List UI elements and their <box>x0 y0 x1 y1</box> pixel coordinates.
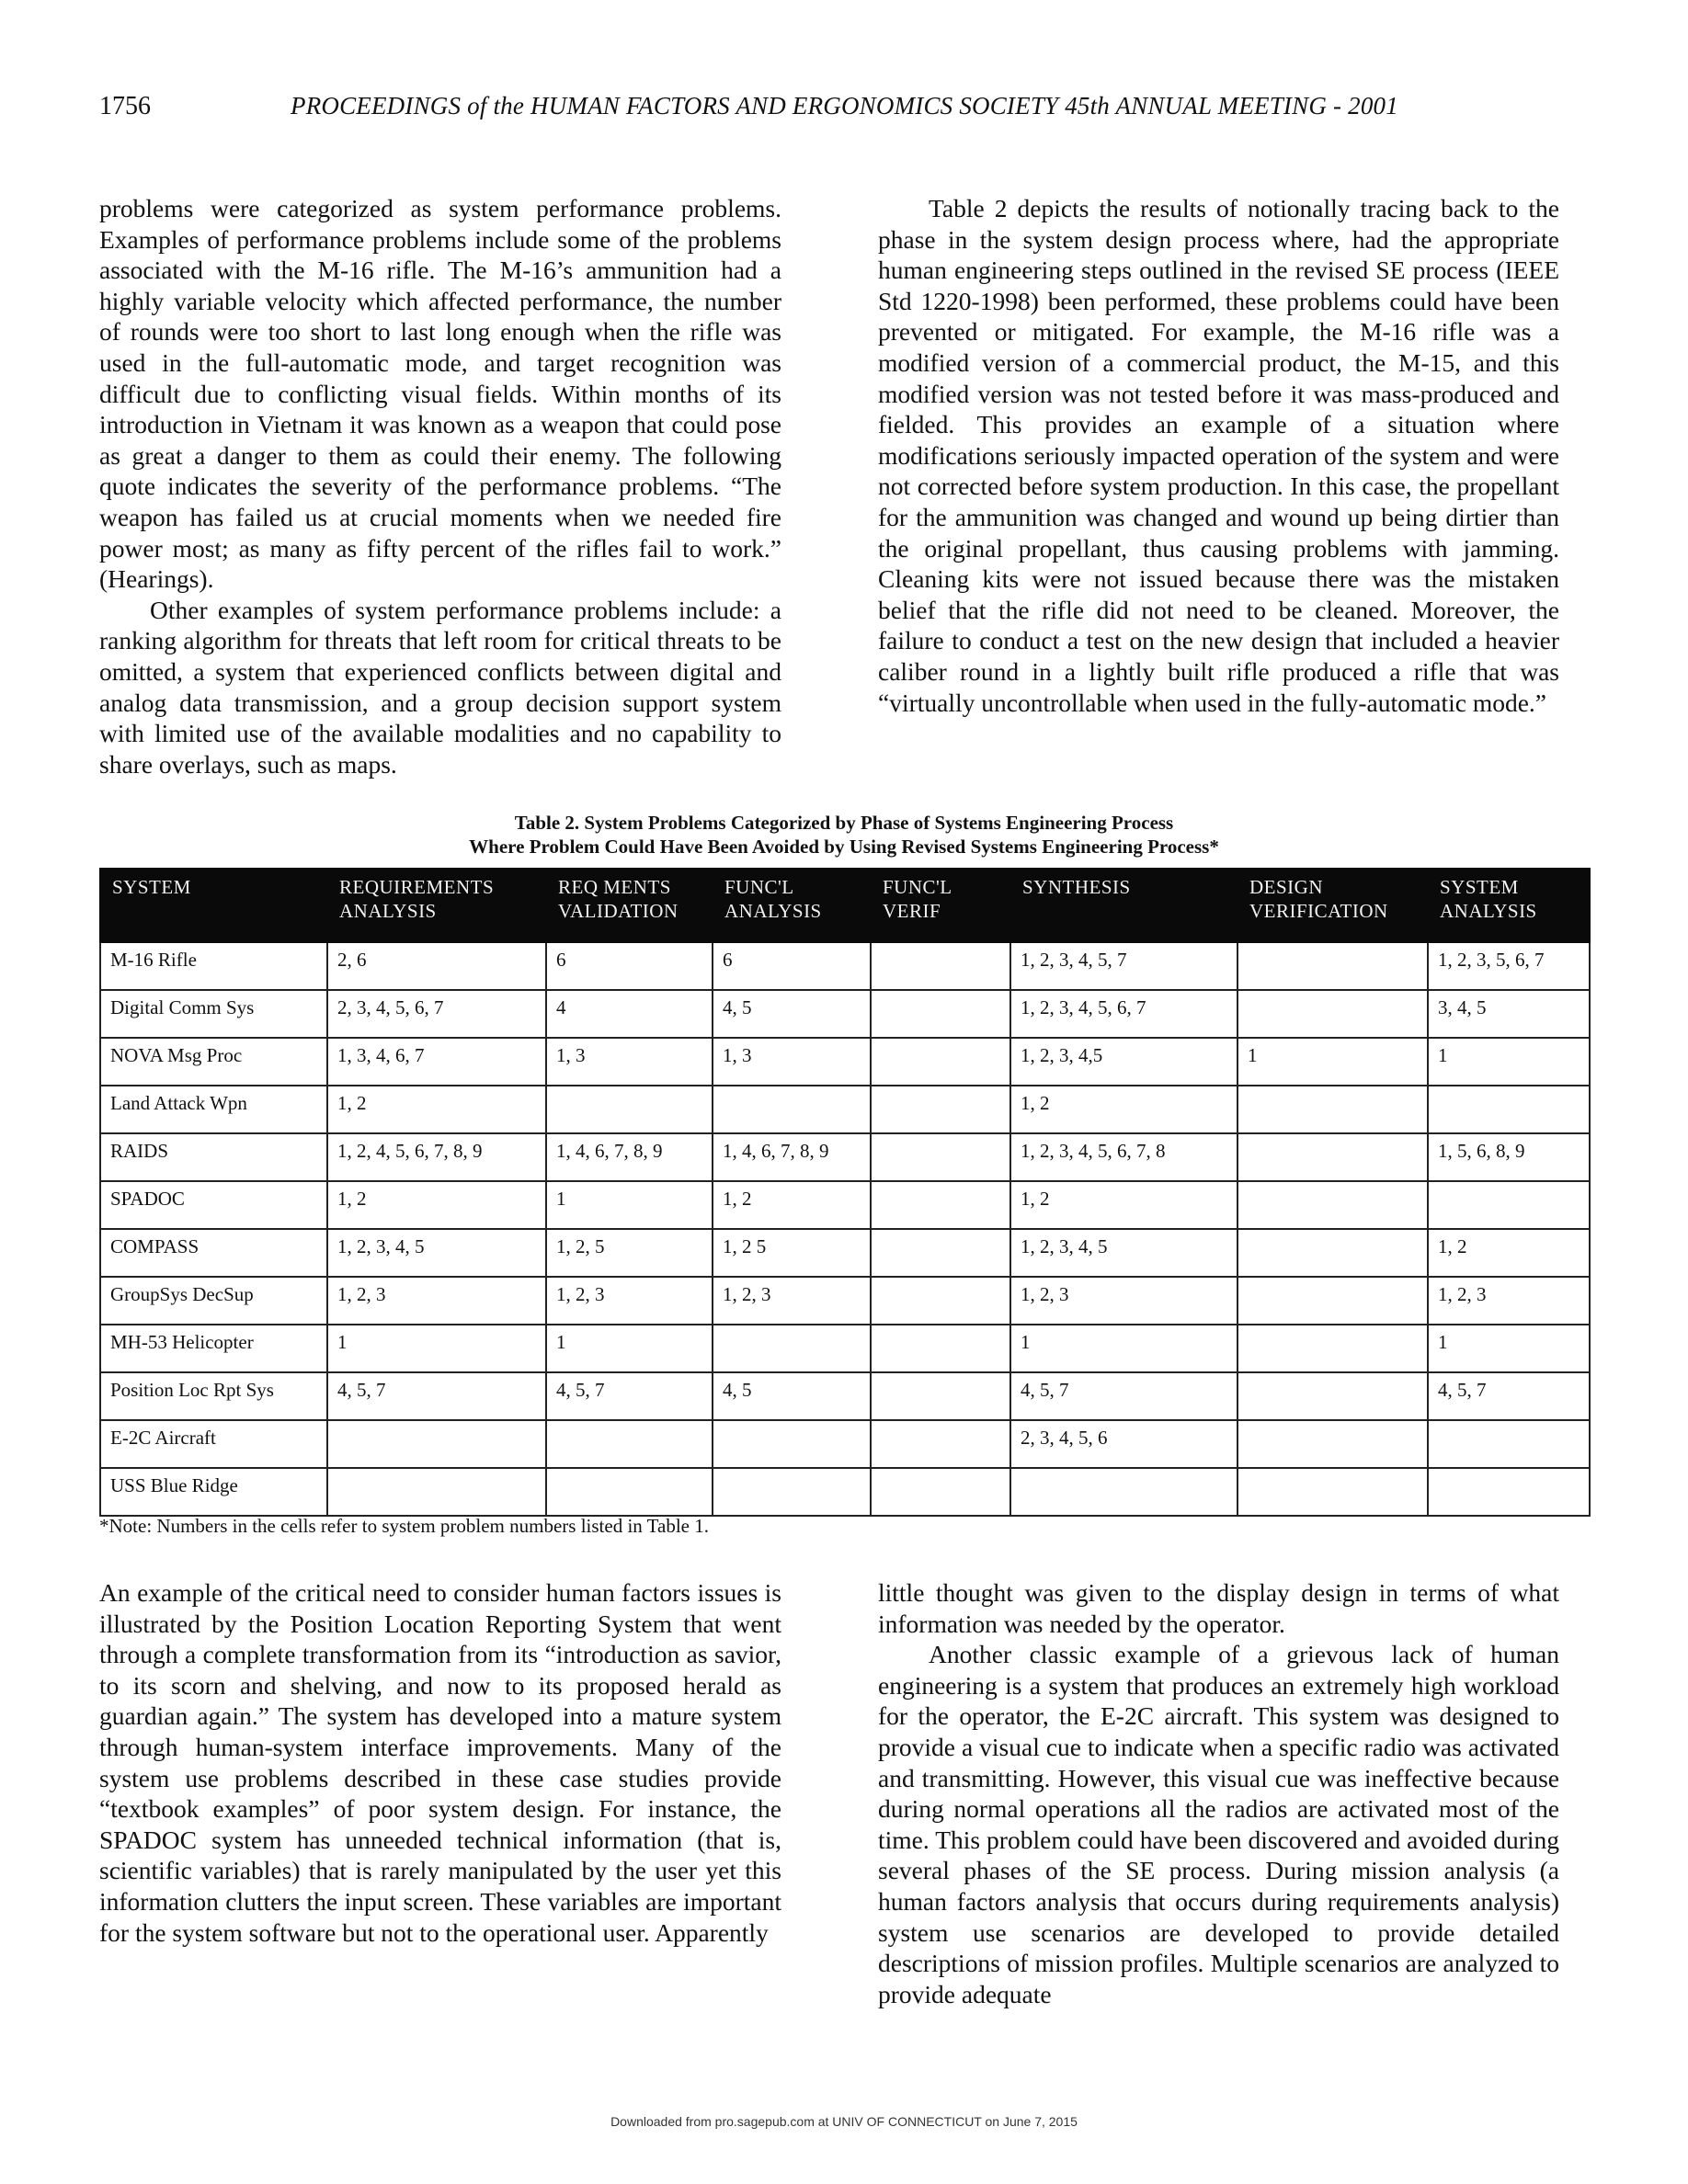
table-cell: 1, 2, 3, 4, 5 <box>327 1229 546 1277</box>
table-cell <box>871 1325 1010 1372</box>
table-cell: 1, 2 <box>1010 1086 1237 1133</box>
table-row <box>100 1133 1590 1181</box>
system-name-cell: SPADOC <box>100 1181 327 1229</box>
table-cell <box>1237 1277 1428 1325</box>
system-name-cell: RAIDS <box>100 1133 327 1181</box>
table-cell <box>871 942 1010 990</box>
table-cell <box>1237 1468 1428 1516</box>
body-column-right-bottom <box>878 1577 1559 2009</box>
table-cell: 1 <box>546 1325 713 1372</box>
table-note: *Note: Numbers in the cells refer to system problem numbers listed in Table 1. <box>99 1515 709 1537</box>
table-cell: 6 <box>713 942 871 990</box>
table-cell: 1 <box>1010 1325 1237 1372</box>
table-cell: 2, 3, 4, 5, 6 <box>1010 1420 1237 1468</box>
table-body <box>100 942 1590 1516</box>
table-cell: 4, 5 <box>713 990 871 1038</box>
table-cell <box>713 1086 871 1133</box>
table-cell: 1, 2, 3, 4, 5, 7 <box>1010 942 1237 990</box>
table-cell <box>871 1181 1010 1229</box>
table-cell <box>713 1420 871 1468</box>
table-cell: 1, 2, 4, 5, 6, 7, 8, 9 <box>327 1133 546 1181</box>
table-cell <box>546 1420 713 1468</box>
table-cell: 1, 2 5 <box>713 1229 871 1277</box>
table-cell: 1, 2, 5 <box>546 1229 713 1277</box>
table-row <box>100 1229 1590 1277</box>
table-row <box>100 1325 1590 1372</box>
paragraph: Other examples of system performance problems include: a ranking algorithm for threats that left room for critical threats to be omitted, a system that experienced conflicts between digital and analog data transmission, and a group decision support system with limited use of the available modalities and no capability to share overlays, such as maps. <box>99 595 781 779</box>
table-cell <box>1428 1468 1590 1516</box>
table-cell <box>871 1372 1010 1420</box>
column-header: SYSTEM <box>100 869 327 942</box>
table-cell: 1 <box>1428 1325 1590 1372</box>
table-cell: 1, 2, 3 <box>546 1277 713 1325</box>
system-name-cell: Land Attack Wpn <box>100 1086 327 1133</box>
body-column-left-bottom <box>99 1577 781 1948</box>
column-header: SYSTEM ANALYSIS <box>1428 869 1590 942</box>
table-cell <box>871 1420 1010 1468</box>
table-header-row <box>100 869 1590 942</box>
table-cell: 4, 5, 7 <box>546 1372 713 1420</box>
table-cell: 1, 4, 6, 7, 8, 9 <box>546 1133 713 1181</box>
table-row <box>100 1277 1590 1325</box>
table-cell <box>327 1420 546 1468</box>
system-name-cell: GroupSys DecSup <box>100 1277 327 1325</box>
table-cell: 1, 2, 3 <box>713 1277 871 1325</box>
table-container <box>99 868 1589 1517</box>
table-cell <box>546 1468 713 1516</box>
table-cell: 1, 2 <box>327 1181 546 1229</box>
table-cell: 2, 3, 4, 5, 6, 7 <box>327 990 546 1038</box>
table-cell <box>1237 1133 1428 1181</box>
table-row <box>100 1420 1590 1468</box>
table-cell: 4, 5, 7 <box>1010 1372 1237 1420</box>
table-cell: 1, 2, 3 <box>1428 1277 1590 1325</box>
table-cell <box>1237 1229 1428 1277</box>
paragraph: Table 2 depicts the results of notionally tracing back to the phase in the system design process where, had the appropriate human engineering steps outlined in the revised SE process (IEEE Std 1220-1998) been performed, these problems could have been prevented or mitigated. For example, the M-16 rifle was a modified version of a commercial product, the M-15, and this modified version was not tested before it was mass-produced and fielded. This provides an example of a situation where modifications seriously impacted operation of the system and were not corrected before system production. In this case, the propellant for the ammunition was changed and wound up being dirtier than the original propellant, thus causing problems with jamming. Cleaning kits were not issued because there was the mistaken belief that the rifle did not need to be cleaned. Moreover, the failure to conduct a test on the new design that included a heavier caliber round in a lightly built rifle produced a rifle that was “virtually uncontrollable when used in the fully-automatic mode.” <box>878 194 1559 717</box>
page-header <box>99 92 1589 129</box>
column-header: FUNC'L VERIF <box>871 869 1010 942</box>
page-number: 1756 <box>99 92 151 120</box>
table-cell <box>1428 1086 1590 1133</box>
table-row <box>100 1038 1590 1086</box>
running-title: PROCEEDINGS of the HUMAN FACTORS AND ERGONOMICS SOCIETY 45th ANNUAL MEETING - 2001 <box>291 92 1398 119</box>
paragraph: Another classic example of a grievous lack of human engineering is a system that produces an extremely high workload for the operator, the E-2C aircraft. This system was designed to provide a visual cue to indicate when a specific radio was activated and transmitting. However, this visual cue was ineffective because during normal operations all the radios are activated most of the time. This problem could have been discovered and avoided during several phases of the SE process. During mission analysis (a human factors analysis that occurs during requirements analysis) system use scenarios are developed to provide detailed descriptions of mission profiles. Multiple scenarios are analyzed to provide adequate <box>878 1640 1559 2008</box>
table-cell <box>1428 1181 1590 1229</box>
table-cell <box>871 1038 1010 1086</box>
table-cell: 1 <box>327 1325 546 1372</box>
system-name-cell: USS Blue Ridge <box>100 1468 327 1516</box>
table-cell <box>871 1229 1010 1277</box>
column-header: FUNC'L ANALYSIS <box>713 869 871 942</box>
table-cell <box>713 1468 871 1516</box>
table-cell: 1, 2 <box>713 1181 871 1229</box>
download-notice: Downloaded from pro.sagepub.com at UNIV OF CONNECTICUT on June 7, 2015 <box>610 2114 1078 2129</box>
table-caption <box>99 811 1589 859</box>
table-cell: 1, 2, 3 <box>327 1277 546 1325</box>
table-cell <box>1428 1420 1590 1468</box>
table-cell <box>1237 1181 1428 1229</box>
table-cell: 1, 3, 4, 6, 7 <box>327 1038 546 1086</box>
table-cell: 1, 5, 6, 8, 9 <box>1428 1133 1590 1181</box>
table-cell <box>871 990 1010 1038</box>
body-column-right-top <box>878 193 1559 718</box>
table-cell: 1, 2, 3, 5, 6, 7 <box>1428 942 1590 990</box>
table-cell <box>871 1133 1010 1181</box>
table-cell: 4, 5, 7 <box>1428 1372 1590 1420</box>
column-header: REQUIREMENTS ANALYSIS <box>327 869 546 942</box>
system-name-cell: NOVA Msg Proc <box>100 1038 327 1086</box>
system-name-cell: COMPASS <box>100 1229 327 1277</box>
table-cell: 1, 3 <box>713 1038 871 1086</box>
table-cell <box>713 1325 871 1372</box>
table-cell: 1 <box>546 1181 713 1229</box>
table-cell: 1, 2, 3 <box>1010 1277 1237 1325</box>
table-cell: 1, 4, 6, 7, 8, 9 <box>713 1133 871 1181</box>
paragraph: An example of the critical need to consider human factors issues is illustrated by the Position Location Reporting System that went through a complete transformation from its “introduction as savior, to its scorn and shelving, and now to its proposed herald as guardian again.” The system has developed into a mature system through human-system interface improvements. Many of the system use problems described in these case studies provide “textbook examples” of poor system design. For instance, the SPADOC system has unneeded technical information (that is, scientific variables) that is rarely manipulated by the user yet this information clutters the input screen. These variables are important for the system software but not to the operational user. Apparently <box>99 1578 781 1947</box>
system-name-cell: Digital Comm Sys <box>100 990 327 1038</box>
column-header: SYNTHESIS <box>1010 869 1237 942</box>
table-cell: 1, 2 <box>1428 1229 1590 1277</box>
table-cell: 4, 5 <box>713 1372 871 1420</box>
system-name-cell: Position Loc Rpt Sys <box>100 1372 327 1420</box>
table-cell <box>546 1086 713 1133</box>
table-cell <box>871 1468 1010 1516</box>
table-cell <box>1237 942 1428 990</box>
table-cell <box>327 1468 546 1516</box>
table-row <box>100 1181 1590 1229</box>
body-column-left-top <box>99 193 781 779</box>
system-name-cell: M-16 Rifle <box>100 942 327 990</box>
table-cell: 1, 2 <box>1010 1181 1237 1229</box>
table-cell: 3, 4, 5 <box>1428 990 1590 1038</box>
table-row <box>100 1086 1590 1133</box>
table-cell: 4 <box>546 990 713 1038</box>
table-caption-line: Table 2. System Problems Categorized by Phase of Systems Engineering Process <box>514 812 1174 834</box>
table-cell: 1, 2, 3, 4,5 <box>1010 1038 1237 1086</box>
table-cell: 1, 2 <box>327 1086 546 1133</box>
table-caption-line: Where Problem Could Have Been Avoided by Using Revised Systems Engineering Process* <box>469 836 1219 858</box>
table-cell: 1, 2, 3, 4, 5 <box>1010 1229 1237 1277</box>
system-name-cell: E-2C Aircraft <box>100 1420 327 1468</box>
table-cell <box>1237 1372 1428 1420</box>
table-cell: 4, 5, 7 <box>327 1372 546 1420</box>
table-cell <box>1237 1420 1428 1468</box>
table-row <box>100 1372 1590 1420</box>
table-cell <box>1237 990 1428 1038</box>
table-cell: 2, 6 <box>327 942 546 990</box>
column-header: REQ MENTS VALIDATION <box>546 869 713 942</box>
table-cell <box>871 1277 1010 1325</box>
paragraph: little thought was given to the display design in terms of what information was needed by the operator. <box>878 1578 1559 1638</box>
column-header: DESIGN VERIFICATION <box>1237 869 1428 942</box>
table-cell: 1 <box>1237 1038 1428 1086</box>
table-cell <box>1237 1325 1428 1372</box>
table-cell: 1, 2, 3, 4, 5, 6, 7, 8 <box>1010 1133 1237 1181</box>
table-row <box>100 1468 1590 1516</box>
table-cell <box>1010 1468 1237 1516</box>
table-row <box>100 990 1590 1038</box>
paragraph: problems were categorized as system performance problems. Examples of performance problems include some of the problems associated with the M-16 rifle. The M-16’s ammunition had a highly variable velocity which affected performance, the number of rounds were too short to last long enough when the rifle was used in the full-automatic mode, and target recognition was difficult due to conflicting visual fields. Within months of its introduction in Vietnam it was known as a weapon that could pose as great a danger to them as could their enemy. The following quote indicates the severity of the performance problems. “The weapon has failed us at crucial moments when we needed fire power most; as many as fifty percent of the rifles fail to work.” (Hearings). <box>99 194 781 594</box>
table-row <box>100 942 1590 990</box>
table-cell: 1 <box>1428 1038 1590 1086</box>
table-cell: 6 <box>546 942 713 990</box>
table-cell <box>1237 1086 1428 1133</box>
table-cell: 1, 3 <box>546 1038 713 1086</box>
table-cell: 1, 2, 3, 4, 5, 6, 7 <box>1010 990 1237 1038</box>
system-problems-table <box>99 868 1591 1517</box>
table-cell <box>871 1086 1010 1133</box>
system-name-cell: MH-53 Helicopter <box>100 1325 327 1372</box>
